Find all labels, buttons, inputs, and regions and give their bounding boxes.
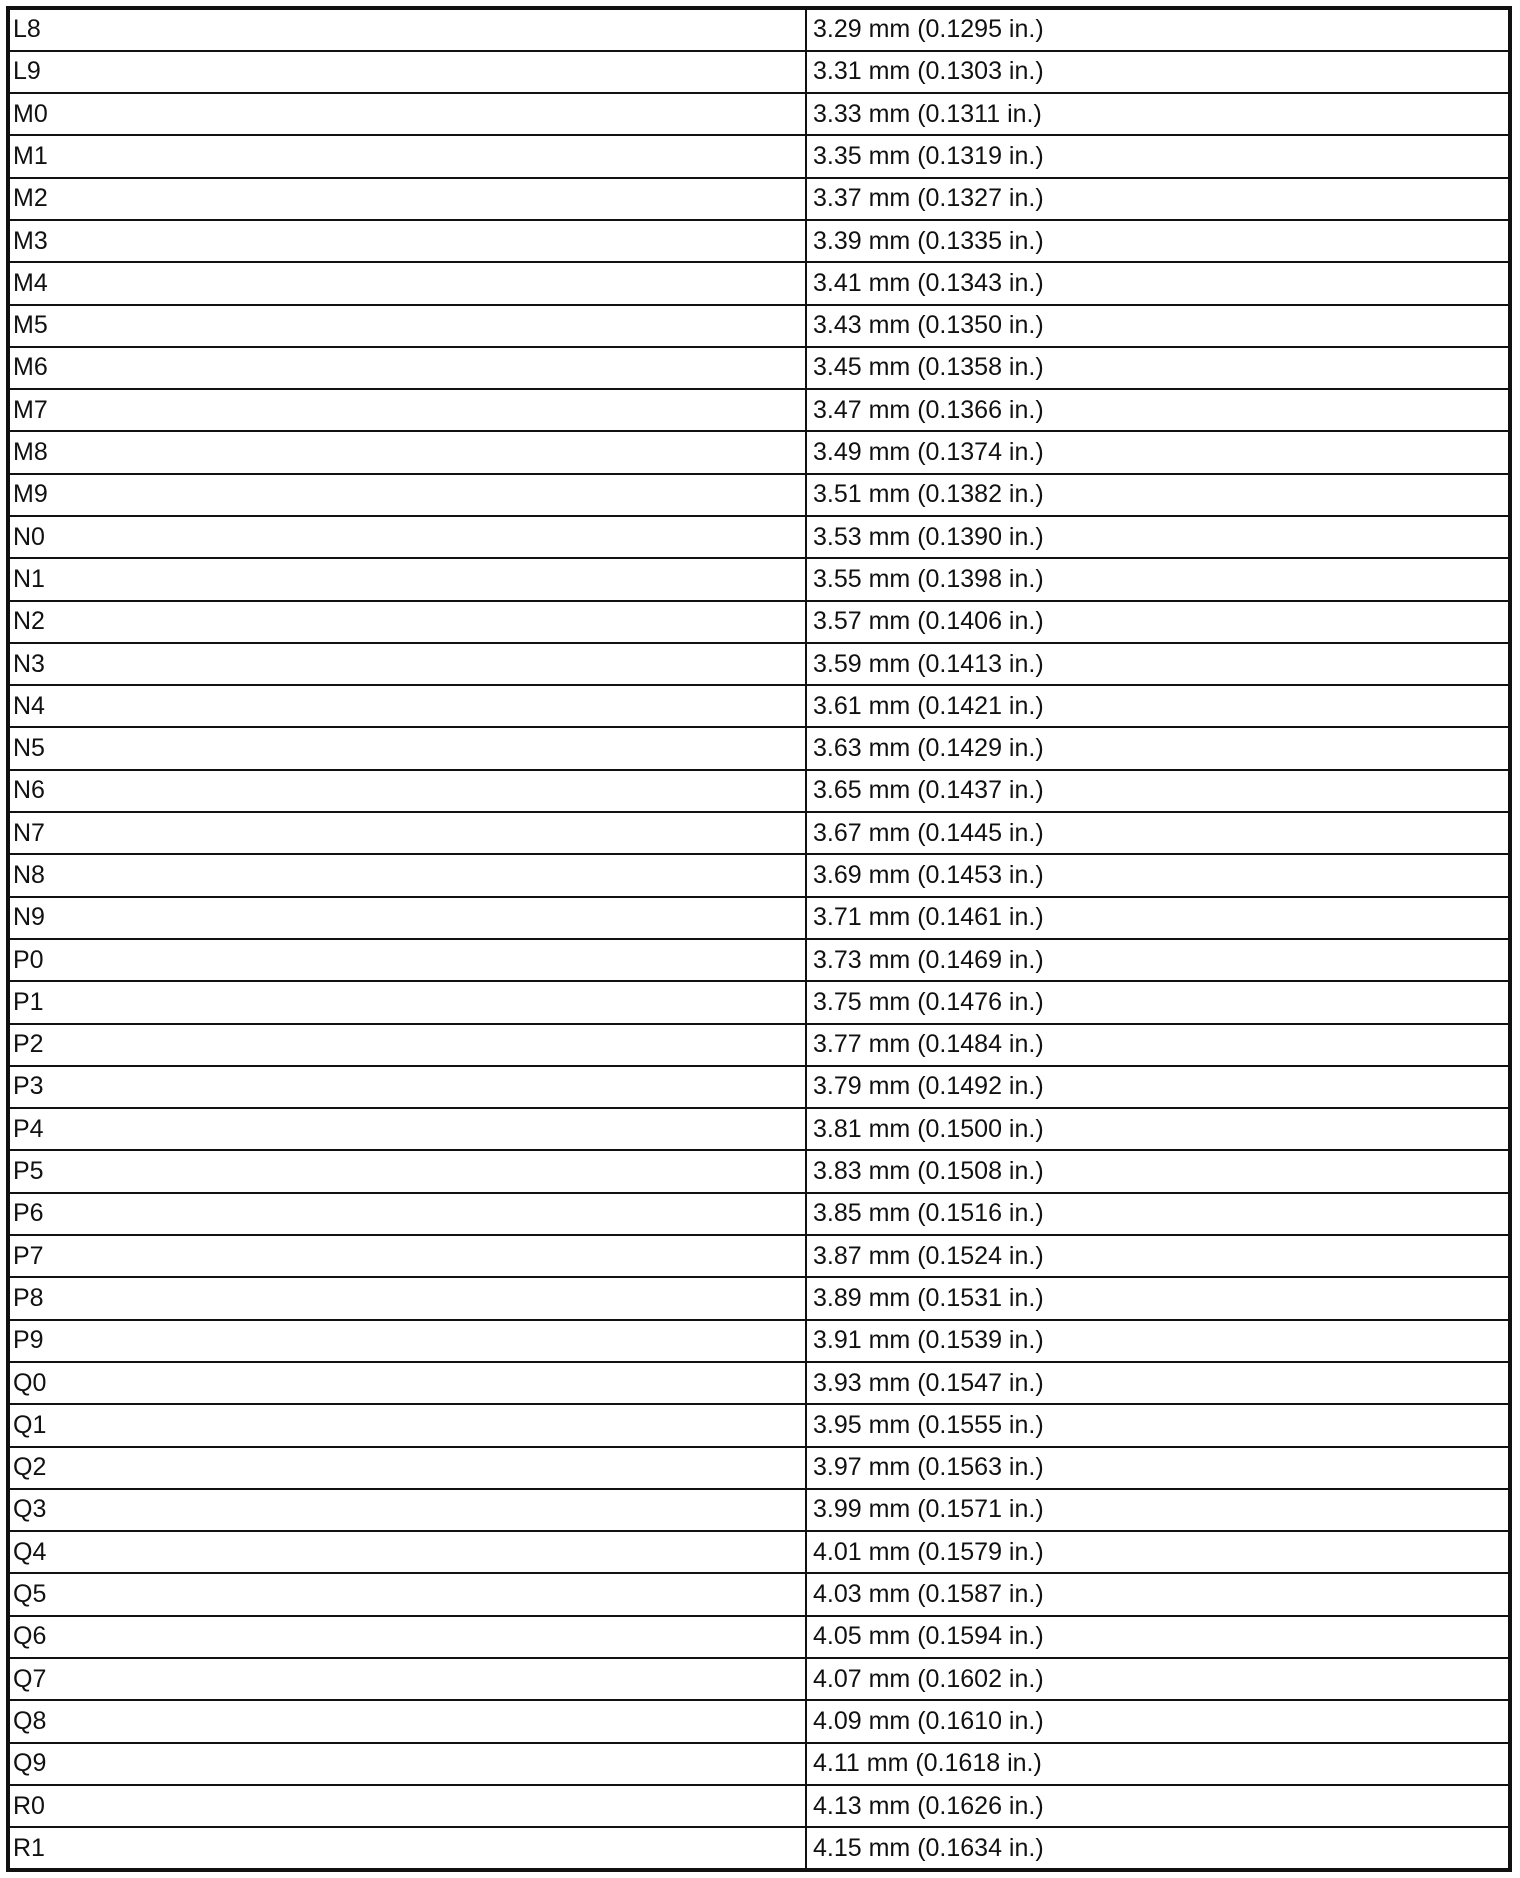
thickness-value-cell: 3.65 mm (0.1437 in.) [806, 770, 1508, 812]
size-code-cell: M0 [10, 93, 806, 135]
table-row [10, 1785, 1508, 1827]
size-code-cell: M3 [10, 220, 806, 262]
thickness-value-cell: 4.15 mm (0.1634 in.) [813, 1833, 1044, 1862]
size-code-cell: M6 [10, 347, 806, 389]
table-row [10, 1320, 1508, 1362]
size-code-cell: Q7 [10, 1658, 806, 1700]
thickness-value-cell: 3.75 mm (0.1476 in.) [806, 981, 1508, 1023]
size-code-cell: N5 [10, 727, 806, 769]
thickness-value-cell: 4.03 mm (0.1587 in.) [806, 1573, 1508, 1615]
table-row [10, 727, 1508, 769]
size-code-cell: M1 [10, 135, 806, 177]
table-row [10, 854, 1508, 896]
size-code-cell: N1 [10, 558, 806, 600]
size-code-cell: M5 [10, 305, 806, 347]
table-row [10, 1447, 1508, 1489]
table-row [10, 601, 1508, 643]
table-row [10, 1193, 1508, 1235]
thickness-value-cell: 3.81 mm (0.1500 in.) [806, 1108, 1508, 1150]
thickness-value-cell: 4.07 mm (0.1602 in.) [806, 1658, 1508, 1700]
table-row [10, 1277, 1508, 1319]
table-row [10, 1531, 1508, 1573]
table-row [10, 1658, 1508, 1700]
size-code-cell: M7 [10, 389, 806, 431]
thickness-value-cell: 3.57 mm (0.1406 in.) [806, 601, 1508, 643]
size-code-cell: Q4 [10, 1531, 806, 1573]
table-row [10, 474, 1508, 516]
size-code-cell: P3 [10, 1066, 806, 1108]
table-row [10, 431, 1508, 473]
table-row [10, 812, 1508, 854]
thickness-value-cell: 3.53 mm (0.1390 in.) [806, 516, 1508, 558]
table-row [10, 1616, 1508, 1658]
size-code-cell: Q0 [10, 1362, 806, 1404]
size-code-cell: R1 [10, 1827, 806, 1868]
table-row [10, 1489, 1508, 1531]
thickness-value-cell: 3.43 mm (0.1350 in.) [806, 305, 1508, 347]
thickness-value-cell: 3.61 mm (0.1421 in.) [806, 685, 1508, 727]
table-row [10, 347, 1508, 389]
thickness-value-cell: 4.01 mm (0.1579 in.) [806, 1531, 1508, 1573]
table-row [10, 1235, 1508, 1277]
size-code-cell: P8 [10, 1277, 806, 1319]
table-row [10, 135, 1508, 177]
thickness-value-cell: 4.09 mm (0.1610 in.) [806, 1700, 1508, 1742]
table-row [10, 10, 1508, 51]
table-row [10, 1827, 1508, 1868]
size-code-cell: P9 [10, 1320, 806, 1362]
table-row [10, 220, 1508, 262]
table-row [10, 1404, 1508, 1446]
table-row [10, 93, 1508, 135]
size-code-cell: M2 [10, 178, 806, 220]
size-table [10, 10, 1508, 1868]
size-code-cell: N6 [10, 770, 806, 812]
size-code-cell: N7 [10, 812, 806, 854]
thickness-value-cell: 3.51 mm (0.1382 in.) [806, 474, 1508, 516]
thickness-value-cell: 3.85 mm (0.1516 in.) [806, 1193, 1508, 1235]
size-code-cell: P5 [10, 1150, 806, 1192]
thickness-value-cell: 3.45 mm (0.1358 in.) [806, 347, 1508, 389]
thickness-value-cell: 3.67 mm (0.1445 in.) [806, 812, 1508, 854]
table-row [10, 1700, 1508, 1742]
size-code-cell: L9 [10, 51, 806, 93]
size-code-cell: R0 [10, 1785, 806, 1827]
table-row [10, 1362, 1508, 1404]
size-code-cell: M4 [10, 262, 806, 304]
thickness-value-cell: 4.05 mm (0.1594 in.) [806, 1616, 1508, 1658]
table-row [10, 178, 1508, 220]
thickness-value-cell: 4.13 mm (0.1626 in.) [806, 1785, 1508, 1827]
thickness-value-cell: 3.95 mm (0.1555 in.) [806, 1404, 1508, 1446]
thickness-value-cell: 3.71 mm (0.1461 in.) [806, 897, 1508, 939]
thickness-value-cell: 4.11 mm (0.1618 in.) [806, 1743, 1508, 1785]
table-row [10, 1024, 1508, 1066]
table-row [10, 558, 1508, 600]
thickness-value-cell: 3.83 mm (0.1508 in.) [806, 1150, 1508, 1192]
size-code-cell: P7 [10, 1235, 806, 1277]
size-code-cell: Q6 [10, 1616, 806, 1658]
thickness-value-cell: 3.41 mm (0.1343 in.) [806, 262, 1508, 304]
thickness-value-cell: 3.37 mm (0.1327 in.) [806, 178, 1508, 220]
size-code-cell: Q3 [10, 1489, 806, 1531]
table-row [10, 897, 1508, 939]
thickness-value-cell: 3.35 mm (0.1319 in.) [806, 135, 1508, 177]
size-code-cell: Q1 [10, 1404, 806, 1446]
table-row [10, 1066, 1508, 1108]
thickness-value-cell: 3.91 mm (0.1539 in.) [806, 1320, 1508, 1362]
table-row [10, 305, 1508, 347]
size-code-cell: P4 [10, 1108, 806, 1150]
thickness-value-cell: 3.93 mm (0.1547 in.) [806, 1362, 1508, 1404]
thickness-value-cell: 3.31 mm (0.1303 in.) [806, 51, 1508, 93]
table-row [10, 685, 1508, 727]
thickness-value-cell: 3.59 mm (0.1413 in.) [806, 643, 1508, 685]
size-code-cell: M9 [10, 474, 806, 516]
size-code-cell: N0 [10, 516, 806, 558]
thickness-value-cell: 3.55 mm (0.1398 in.) [806, 558, 1508, 600]
thickness-value-cell: 3.69 mm (0.1453 in.) [806, 854, 1508, 896]
size-code-cell: P1 [10, 981, 806, 1023]
size-code-cell: Q5 [10, 1573, 806, 1615]
thickness-value-cell: 3.33 mm (0.1311 in.) [806, 93, 1508, 135]
table-row [10, 51, 1508, 93]
thickness-value-cell: 3.89 mm (0.1531 in.) [806, 1277, 1508, 1319]
size-code-cell: P2 [10, 1024, 806, 1066]
table-row [10, 1573, 1508, 1615]
size-code-cell: Q8 [10, 1700, 806, 1742]
table-row [10, 981, 1508, 1023]
size-code-cell: N4 [10, 685, 806, 727]
thickness-value-cell: 3.79 mm (0.1492 in.) [806, 1066, 1508, 1108]
thickness-value-cell: 3.29 mm (0.1295 in.) [806, 10, 1508, 51]
thickness-value-cell: 3.87 mm (0.1524 in.) [806, 1235, 1508, 1277]
table-row [10, 1743, 1508, 1785]
table-row [10, 262, 1508, 304]
thickness-value-cell: 3.99 mm (0.1571 in.) [806, 1489, 1508, 1531]
thickness-value-cell: 3.63 mm (0.1429 in.) [806, 727, 1508, 769]
table-row [10, 939, 1508, 981]
size-code-cell: P0 [10, 939, 806, 981]
thickness-value-cell: 3.47 mm (0.1366 in.) [806, 389, 1508, 431]
table-row [10, 516, 1508, 558]
size-code-cell: P6 [10, 1193, 806, 1235]
size-code-cell: Q2 [10, 1447, 806, 1489]
thickness-value-cell: 3.97 mm (0.1563 in.) [806, 1447, 1508, 1489]
size-code-cell: N3 [10, 643, 806, 685]
size-table-body [10, 10, 1508, 1868]
table-row [10, 389, 1508, 431]
table-row [10, 1150, 1508, 1192]
thickness-value-cell: 3.49 mm (0.1374 in.) [806, 431, 1508, 473]
thickness-value-cell: 3.39 mm (0.1335 in.) [806, 220, 1508, 262]
size-code-cell: N9 [10, 897, 806, 939]
size-code-cell: N2 [10, 601, 806, 643]
size-code-cell: M8 [10, 431, 806, 473]
thickness-value-cell: 3.73 mm (0.1469 in.) [806, 939, 1508, 981]
thickness-value-cell: 3.77 mm (0.1484 in.) [806, 1024, 1508, 1066]
size-code-cell: L8 [10, 10, 806, 51]
table-row [10, 1108, 1508, 1150]
table-row [10, 770, 1508, 812]
size-code-cell: N8 [10, 854, 806, 896]
size-code-cell: Q9 [10, 1743, 806, 1785]
table-row [10, 643, 1508, 685]
size-table-container [6, 6, 1512, 1872]
